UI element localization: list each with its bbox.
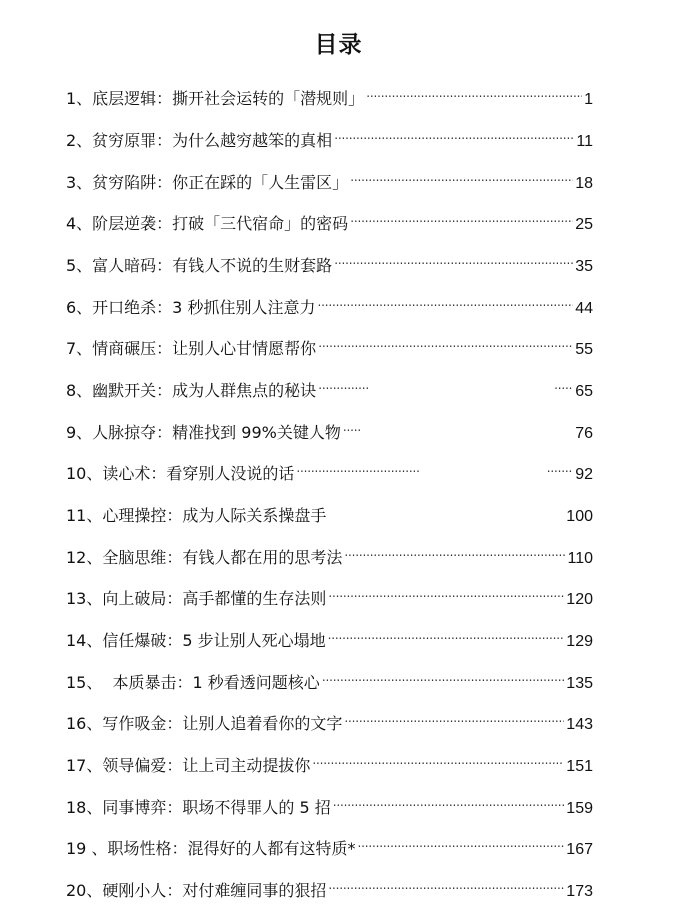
toc-entry [66,620,593,650]
toc-entry [66,412,593,442]
toc-entry-page: 65 [575,383,593,400]
toc-entry-page: 110 [567,550,593,567]
toc-entry-page: 120 [566,591,593,608]
toc-entry-label: 10、读心术：看穿别人没说的话 [66,464,295,483]
toc-entry-page: 55 [575,341,593,358]
toc-entry-page: 11 [576,133,593,150]
toc-entry-page: 44 [575,300,593,317]
toc-entry [66,120,593,150]
toc-entry-label: 4、阶层逆袭：打破「三代宿命」的密码 [66,214,349,233]
toc-entry [66,828,593,858]
toc-leader-dots [318,370,573,396]
toc-entry-page: 100 [566,508,593,525]
toc-title: 目录 [314,32,363,58]
toc-entry-label: 9、人脉掠夺：精准找到 99%关键人物 [66,423,341,442]
toc-entry-page: 143 [566,716,593,733]
toc-leader-dots [334,245,573,271]
toc-leader-dots [328,578,564,604]
toc-entry-label: 16、写作吸金：让别人追着看你的文字 [66,714,343,733]
toc-entry-label: 1、底层逻辑：撕开社会运转的「潜规则」 [66,89,365,108]
toc-leader-dots [366,78,582,104]
toc-entry-label: 8、幽默开关：成为人群焦点的秘诀 [66,381,317,400]
toc-leader-dots [334,120,574,146]
toc-entry [66,495,593,525]
toc-leader-dots [357,828,564,854]
toc-entry-label: 6、开口绝杀：3 秒抓住别人注意力 [66,298,316,317]
toc-leader-dots [312,745,564,771]
toc-entry [66,745,593,775]
toc-entry [66,453,593,483]
toc-entry [66,870,593,900]
toc-entry-label: 5、富人暗码：有钱人不说的生财套路 [66,256,333,275]
toc-entry-page: 76 [575,425,593,442]
toc-entry-page: 151 [566,758,593,775]
toc-entry [66,162,593,192]
toc-entry-label: 12、全脑思维：有钱人都在用的思考法 [66,548,343,567]
toc-leader-dots [343,412,573,438]
toc-entry [66,370,593,400]
toc-entry [66,203,593,233]
toc-leader-dots [318,328,573,354]
toc-entry [66,287,593,317]
toc-entry-label: 14、信任爆破：5 步让别人死心塌地 [66,631,326,650]
toc-entry-label: 19 、职场性格：混得好的人都有这特质* [66,839,356,858]
toc-leader-dots [333,787,565,813]
toc-entry-label: 13、向上破局：高手都懂的生存法则 [66,589,327,608]
toc-entry-page: 135 [566,675,593,692]
toc-entry-label: 18、同事博弈：职场不得罪人的 5 招 [66,798,331,817]
toc-entry-page: 35 [575,258,593,275]
toc-entry-label: 2、贫穷原罪：为什么越穷越笨的真相 [66,131,333,150]
toc-entry-label: 7、情商碾压：让别人心甘情愿帮你 [66,339,317,358]
toc-leader-dots [328,870,564,896]
toc-leader-dots [328,495,564,521]
toc-leader-dots [317,287,573,313]
toc-entry [66,245,593,275]
toc-entry-page: 167 [566,841,593,858]
toc-entry [66,578,593,608]
toc-entry-page: 18 [575,175,593,192]
toc-entry-page: 92 [575,466,593,483]
toc-entry-label: 11、心理操控：成为人际关系操盘手 [66,506,327,525]
toc-entry [66,328,593,358]
toc-leader-dots [344,703,564,729]
toc-leader-dots [350,162,573,188]
toc-entry-label: 17、领导偏爱：让上司主动提拔你 [66,756,311,775]
toc-entry-label: 15、 本质暴击：1 秒看透问题核心 [66,673,320,692]
toc-entry [66,703,593,733]
toc-entry-page: 129 [566,633,593,650]
toc-entry [66,662,593,692]
toc-leader-dots [350,203,573,229]
toc-entry-page: 159 [566,800,593,817]
toc-entry-label: 3、贫穷陷阱：你正在踩的「人生雷区」 [66,173,349,192]
toc-leader-dots [322,662,564,688]
toc-entry [66,78,593,108]
toc-entry [66,537,593,567]
toc-entry [66,787,593,817]
toc-leader-dots [296,453,573,479]
toc-entry-page: 25 [575,216,593,233]
toc-leader-dots [344,537,565,563]
toc-entry-page: 173 [566,883,593,900]
toc-entry-label: 20、硬刚小人：对付难缠同事的狠招 [66,881,327,900]
toc-entry-page: 1 [584,91,593,108]
toc-leader-dots [328,620,565,646]
